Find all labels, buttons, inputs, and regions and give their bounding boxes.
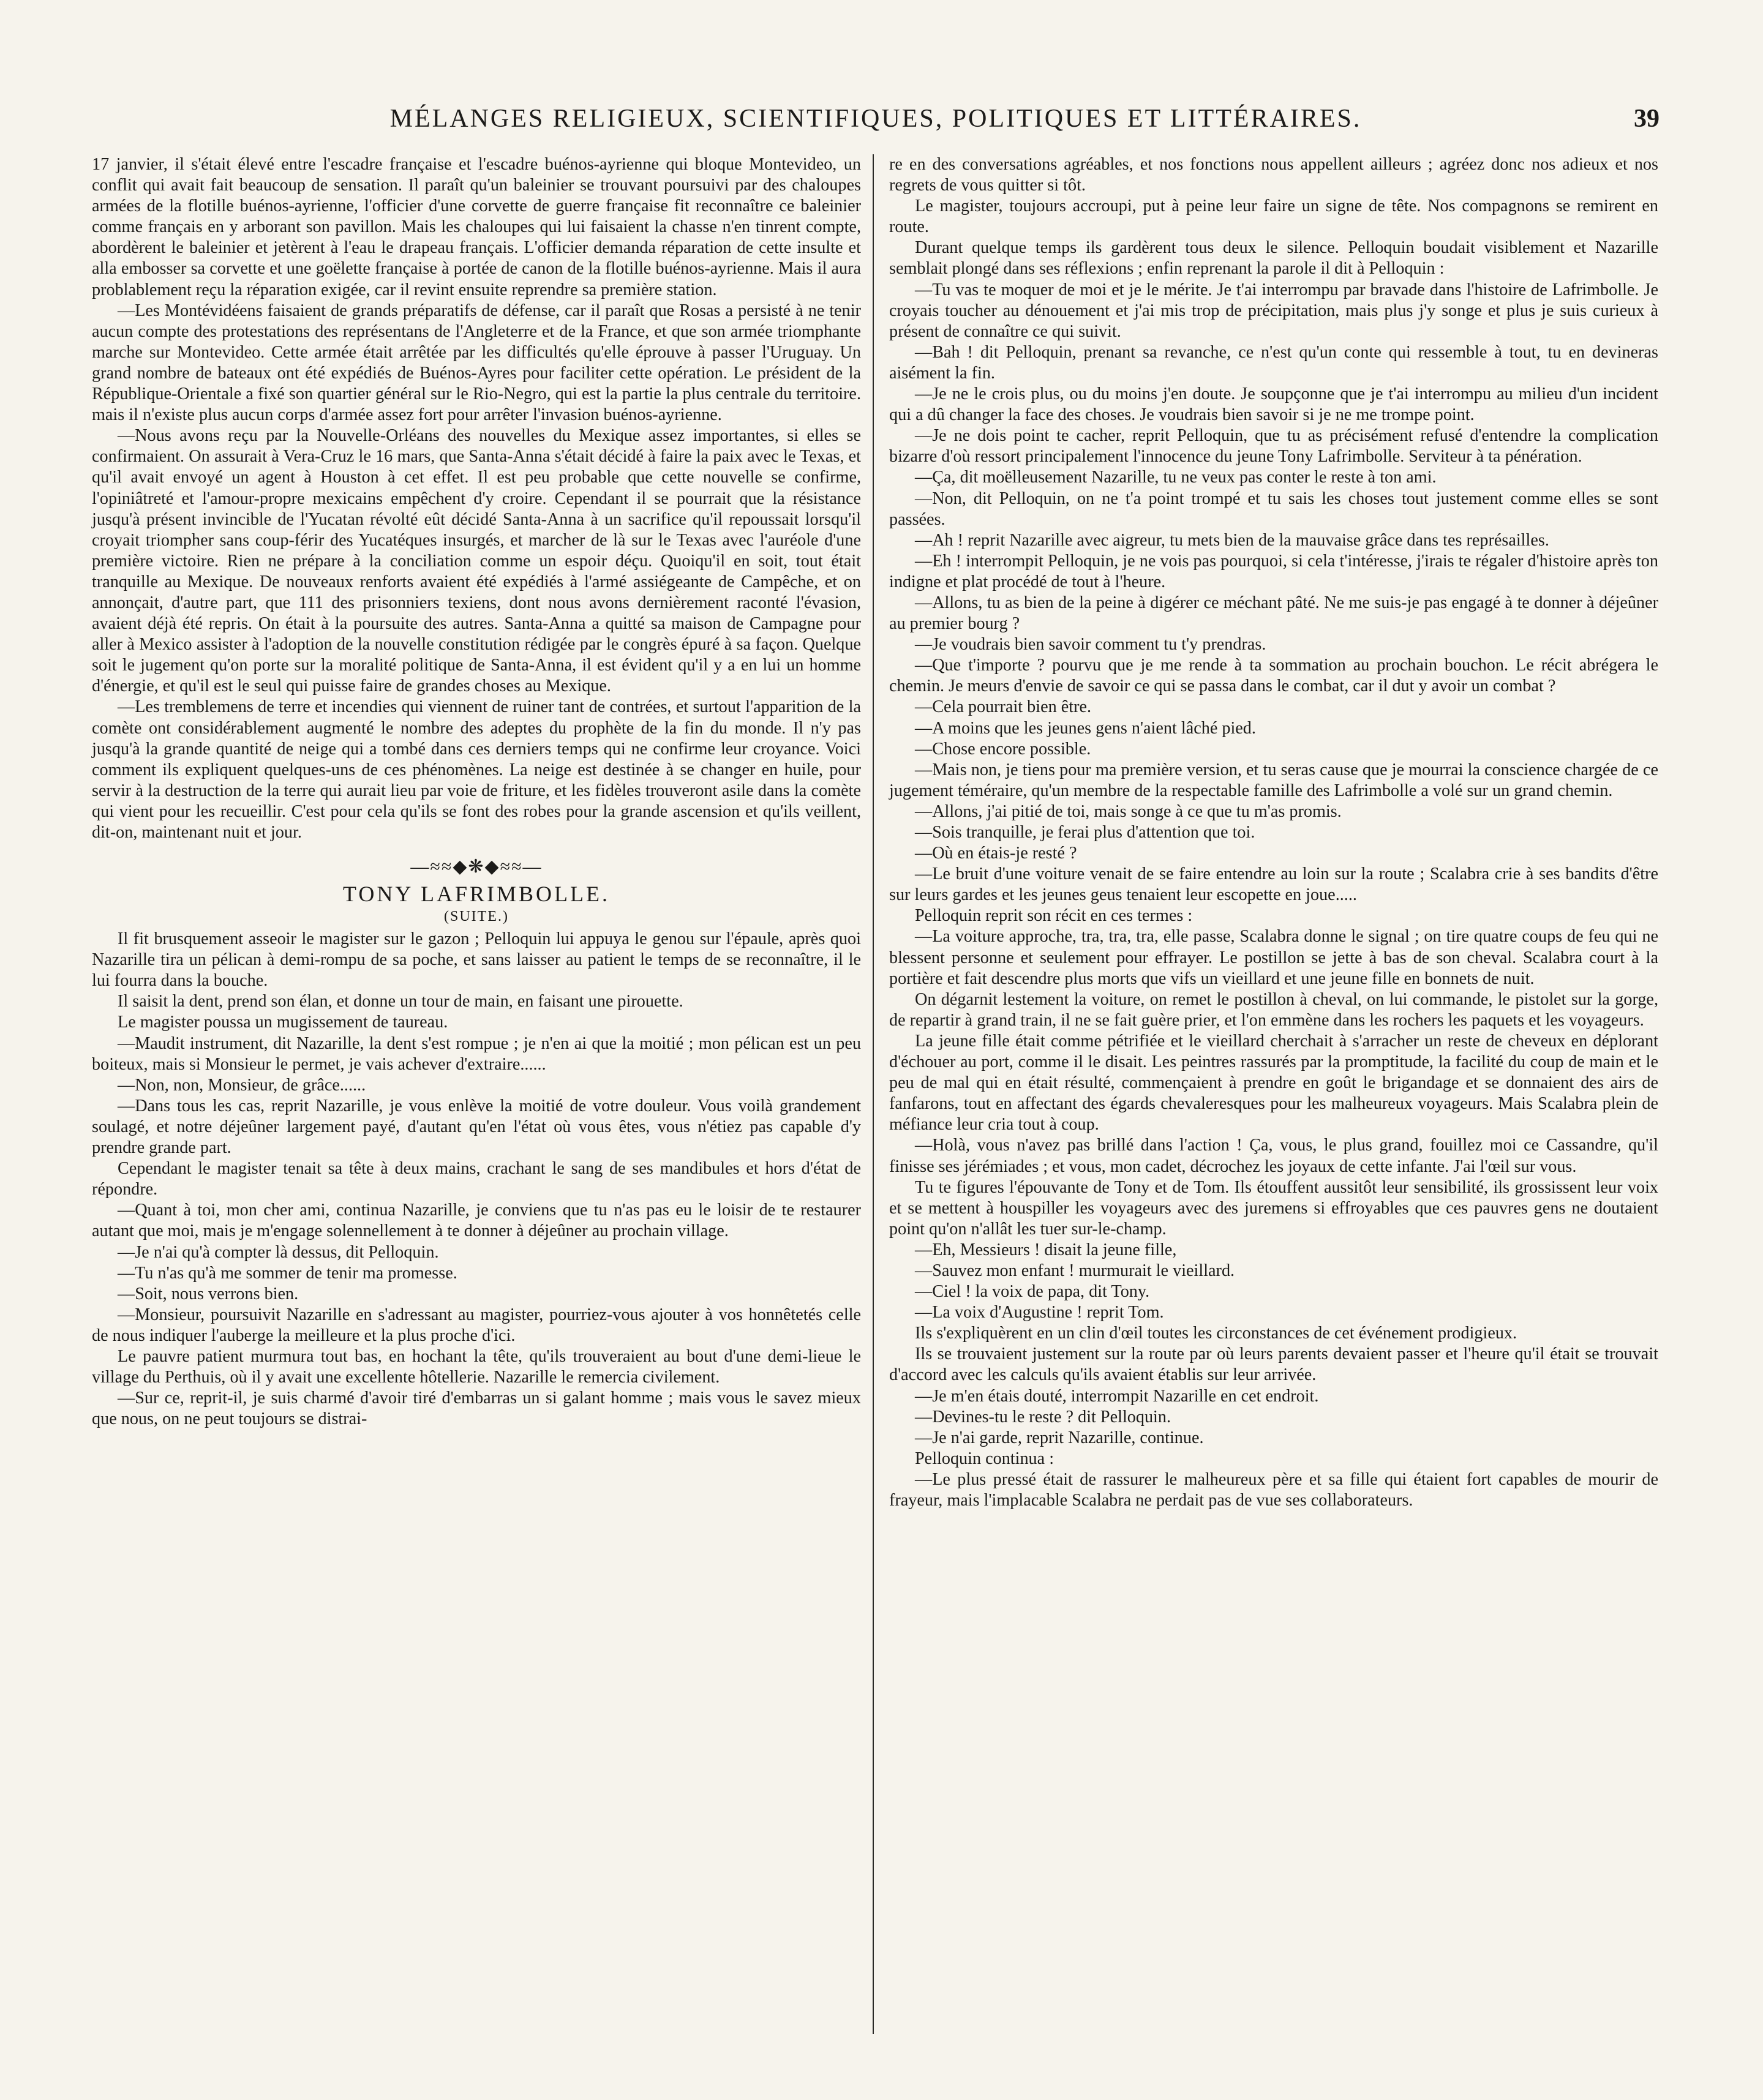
- paragraph: —Tu vas te moquer de moi et je le mérite. Je t'ai interrompu par bravade dans l'histoire de Lafrimbolle. Je croyais toucher au dénouement et j'ai mis trop de précipitation, mais plus j'y songe et plus je suis curieux à présent de connaître ce qui suivit.: [889, 280, 1658, 341]
- paragraph: —Où en étais-je resté ?: [915, 844, 1077, 863]
- paragraph: —Nous avons reçu par la Nouvelle-Orléans des nouvelles du Mexique assez importantes, si elles se confirmaient. On assurait à Vera-Cruz le 16 mars, que Santa-Anna s'était décidé à faire la paix avec le Texas, et qu'il avait envoyé un agent à Houston à cet effet. Il est peu probable que cette nouvelle se confirme, l'opiniâtreté et l'amour-propre mexicains empêchent d'y croire. Cependant il se pourrait que la résistance jusqu'à présent invincible de l'Yucatan révolté eût décidé Santa-Anna à un sacrifice qu'il repoussait lorsqu'il croyait triompher sans coup-férir des Yucatéques insurgés, et marcher de là sur le Texas avec l'auréole d'une première victoire. Rien ne prépare à la conciliation comme un espoir déçu. Quoiqu'il en soit, tout était tranquille au Mexique. De nouveaux renforts avaient été expédiés à l'armé assiégeante de Campêche, et on annonçait, d'autre part, que 111 des prisonniers texiens, dont nous avons dernièrement raconté l'évasion, avaient déjà été repris. On était à la poursuite des autres. Santa-Anna a quitté sa maison de Campagne pour aller à Mexico assister à l'adoption de la nouvelle constitution rédigée par le congrès épuré à sa façon. Quelque soit le jugement qu'on porte sur la moralité politique de Santa-Anna, il est évident qu'il y a en lui un homme d'énergie, et qu'il est le seul qui puisse faire de grandes choses au Mexique.: [92, 426, 861, 696]
- paragraph: Pelloquin continua :: [915, 1449, 1054, 1468]
- paragraph: —Soit, nous verrons bien.: [118, 1284, 299, 1303]
- paragraph: —Eh, Messieurs ! disait la jeune fille,: [915, 1240, 1177, 1259]
- paragraph: —Le bruit d'une voiture venait de se faire entendre au loin sur la route ; Scalabra crie à ses bandits d'être sur leurs gardes et les jeunes geus tenaient leur escopette en joue.....: [889, 864, 1658, 905]
- paragraph: On dégarnit lestement la voiture, on remet le postillon à cheval, on lui commande, le pistolet sur la gorge, de repartir à grand train, il ne se fait guère prier, et l'on emmène dans les rochers les paquets et les voyageurs.: [889, 989, 1658, 1030]
- paragraph: —Ça, dit moëlleusement Nazarille, tu ne veux pas conter le reste à ton ami.: [915, 468, 1437, 487]
- paragraph: —Mais non, je tiens pour ma première version, et tu seras cause que je mourrai la conscience chargée de ce jugement téméraire, qu'un membre de la respectable famille des Lafrimbolle a volé sur un grand chemin.: [889, 760, 1658, 800]
- paragraph: —Non, non, Monsieur, de grâce......: [118, 1075, 366, 1095]
- page-number: 39: [1634, 105, 1660, 133]
- paragraph: —Les Montévidéens faisaient de grands préparatifs de défense, car il paraît que Rosas a persisté à ne tenir aucun compte des protestations des représentans de l'Angleterre et de la France, et que son armée triomphante marche sur Montevideo. Cette armée était arrêtée par les difficultés qu'elle éprouve à passer l'Uruguay. Un grand nombre de bateaux ont été expédiés de Buénos-Ayres pour faciliter cette opération. Le président de la République-Orientale a fixé son quartier général sur le Rio-Negro, qui est la partie la plus centrale du territoire. mais il n'existe plus aucun corps d'armée assez fort pour arrêter l'invasion buénos-ayrienne.: [92, 301, 861, 425]
- paragraph: Ils se trouvaient justement sur la route par où leurs parents devaient passer et l'heure qu'il était se trouvait d'accord avec les calculs qu'ils avaient établis sur leur arrivée.: [889, 1344, 1658, 1385]
- section-ornament: —≈≈◆❋◆≈≈—: [410, 857, 543, 877]
- paragraph: 17 janvier, il s'était élevé entre l'escadre française et l'escadre buénos-ayrienne qui bloque Montevideo, un conflit qui avait fait beaucoup de sensation. Il paraît qu'un baleinier se trouvant poursuivi par des chaloupes armées de la flotille buénos-ayrienne, l'officier d'une corvette de guerre française fit reconnaître ce baleinier comme français en y arborant son pavillon. Mais les chaloupes qui lui faisaient la chasse n'en tinrent compte, abordèrent le baleinier et jetèrent à l'eau le drapeau français. L'officier demanda réparation de cette insulte et alla embosser sa corvette et une goëlette française à portée de canon de la flotille buénos-ayrienne. Mais il aura problablement reçu la réparation exigée, car il revint ensuite reprendre sa première station.: [92, 155, 861, 299]
- paragraph: —Maudit instrument, dit Nazarille, la dent s'est rompue ; je n'en ai que la moitié ; mon pélican est un peu boiteux, mais si Monsieur le permet, je vais achever d'extraire......: [92, 1033, 861, 1074]
- paragraph: —Les tremblemens de terre et incendies qui viennent de ruiner tant de contrées, et surtout l'apparition de la comète ont considérablement augmenté le nombre des adeptes du prophète de la fin du monde. Il n'y pas jusqu'à la grande quantité de neige qui a tombé dans ces derniers temps qui ne confirme leur croyance. Voici comment ils expliquent quelques-uns de ces phénomènes. La neige est destinée à se changer en huile, pour servir à la destruction de la terre qui aurait lieu par voie de friture, et les fidèles trouveront asile dans la comète qui vient pour les recueillir. C'est pour cela qu'ils se font des robes pour la grande ascension et qu'ils veillent, dit-on, maintenant nuit et jour.: [92, 697, 861, 842]
- serial-story-continued: [889, 154, 1658, 1511]
- paragraph: —Cela pourrait bien être.: [915, 697, 1092, 717]
- paragraph: —Que t'importe ? pourvu que je me rende à ta sommation au prochain bouchon. Le récit abrégera le chemin. Je meurs d'envie de savoir ce qui se passa dans le combat, car il dut y avoir un combat ?: [889, 656, 1658, 696]
- paragraph: La jeune fille était comme pétrifiée et le vieillard cherchait à s'arracher un reste de cheveux en déplorant d'échouer au port, comme il le disait. Les peintres rassurés par la promptitude, la facilité du coup de main et le peu de mal qui en était résulté, commençaient à prendre en goût le brigandage et se donnaient des airs de fanfarons, tout en affectant des égards chevaleresques pour les malheureux voyageurs. Mais Scalabra plein de méfiance leur cria tout à coup.: [889, 1031, 1658, 1134]
- paragraph: —Non, dit Pelloquin, on ne t'a point trompé et tu sais les choses tout justement comme elles se sont passées.: [889, 489, 1658, 529]
- paragraph: Cependant le magister tenait sa tête à deux mains, crachant le sang de ses mandibules et hors d'état de répondre.: [92, 1159, 861, 1199]
- paragraph: —Bah ! dit Pelloquin, prenant sa revanche, ce n'est qu'un conte qui ressemble à tout, tu en devineras aisément la fin.: [889, 342, 1658, 383]
- paragraph: Il fit brusquement asseoir le magister sur le gazon ; Pelloquin lui appuya le genou sur l'épaule, après quoi Nazarille tira un pélican à demi-rompu de sa poche, et sans laisser au patient le temps de se reconnaître, il le lui fourra dans la bouche.: [92, 929, 861, 991]
- paragraph: —Devines-tu le reste ? dit Pelloquin.: [915, 1407, 1171, 1427]
- paragraph: Il saisit la dent, prend son élan, et donne un tour de main, en faisant une pirouette.: [118, 992, 683, 1011]
- paragraph: —Je voudrais bien savoir comment tu t'y prendras.: [915, 635, 1266, 654]
- paragraph: —La voix d'Augustine ! reprit Tom.: [915, 1303, 1164, 1322]
- paragraph: —Dans tous les cas, reprit Nazarille, je vous enlève la moitié de votre douleur. Vous voilà grandement soulagé, et notre déjeûner largement payé, d'autant qu'en l'état où vous êtes, vous n'étiez pas capable d'y prendre grande part.: [92, 1096, 861, 1158]
- serial-story-section: [92, 929, 861, 1430]
- article-subtitle: (SUITE.): [444, 909, 509, 925]
- paragraph: re en des conversations agréables, et nos fonctions nous appellent ailleurs ; agréez donc nos adieux et nos regrets de vous quitter si tôt.: [889, 155, 1658, 195]
- paragraph: —Tu n'as qu'à me sommer de tenir ma promesse.: [118, 1263, 457, 1283]
- paragraph: —Chose encore possible.: [915, 739, 1091, 759]
- paragraph: —La voiture approche, tra, tra, tra, elle passe, Scalabra donne le signal ; on tire quatre coups de feu qui ne blessent personne et seulement pour effrayer. Le postillon se jette à bas de son cheval. Scalabra court à la portière et fait descendre plus morts que vifs un vieillard et une jeune fille en bonnets de nuit.: [889, 927, 1658, 988]
- paragraph: —Monsieur, poursuivit Nazarille en s'adressant au magister, pourriez-vous ajouter à vos honnêtetés celle de nous indiquer l'auberge la meilleure et la plus proche d'ici.: [92, 1305, 861, 1345]
- paragraph: Le magister poussa un mugissement de taureau.: [118, 1013, 448, 1032]
- paragraph: Le pauvre patient murmura tout bas, en hochant la tête, qu'ils trouveraient au bout d'une demi-lieue le village du Perthuis, où il y avait une excellente hôtellerie. Nazarille le remercia civilement.: [92, 1346, 861, 1387]
- paragraph: —Je n'ai garde, reprit Nazarille, continue.: [915, 1428, 1204, 1447]
- paragraph: Le magister, toujours accroupi, put à peine leur faire un signe de tête. Nos compagnons se remirent en route.: [889, 197, 1658, 237]
- paragraph: —Ciel ! la voix de papa, dit Tony.: [915, 1282, 1150, 1302]
- paragraph: —Holà, vous n'avez pas brillé dans l'action ! Ça, vous, le plus grand, fouillez moi ce Cassandre, qu'il finisse ses jérémiades ; et vous, mon cadet, décrochez les joyaux de cette infante. J'ai l'œil sur vous.: [889, 1136, 1658, 1176]
- column-divider: [873, 154, 874, 2034]
- article-title: TONY LAFRIMBOLLE.: [343, 882, 610, 907]
- paragraph: Tu te figures l'épouvante de Tony et de Tom. Ils étouffent aussitôt leur sensibilité, ils grossissent leur voix et se mettent à houspiller les voyageurs avec des juremens si effroyables que ces pauvres gens ne doutaient point qu'on n'allât les tuer sur-le-champ.: [889, 1177, 1658, 1239]
- paragraph: —Sois tranquille, je ferai plus d'attention que toi.: [915, 823, 1255, 842]
- paragraph: —Je ne le crois plus, ou du moins j'en doute. Je soupçonne que je t'ai interrompu au milieu d'un incident qui a dû changer la face des choses. Je voudrais bien savoir si je ne me trompe point.: [889, 384, 1658, 425]
- running-title: MÉLANGES RELIGIEUX, SCIENTIFIQUES, POLITIQUES ET LITTÉRAIRES.: [389, 105, 1362, 133]
- paragraph: —Sauvez mon enfant ! murmurait le vieillard.: [915, 1261, 1235, 1280]
- paragraph: —Allons, tu as bien de la peine à digérer ce méchant pâté. Ne me suis-je pas engagé à te donner à déjeûner au premier bourg ?: [889, 593, 1658, 634]
- running-head: [92, 104, 1660, 143]
- paragraph: —Le plus pressé était de rassurer le malheureux père et sa fille qui étaient fort capables de mourir de frayeur, mais l'implacable Scalabra ne perdait pas de vue ses collaborateurs.: [889, 1469, 1658, 1510]
- news-section: [92, 154, 861, 843]
- paragraph: —Je m'en étais douté, interrompit Nazarille en cet endroit.: [915, 1386, 1319, 1406]
- paragraph: —Je n'ai qu'à compter là dessus, dit Pelloquin.: [118, 1242, 439, 1262]
- paragraph: —Allons, j'ai pitié de toi, mais songe à ce que tu m'as promis.: [915, 801, 1342, 821]
- paragraph: —A moins que les jeunes gens n'aient lâché pied.: [915, 718, 1256, 738]
- left-column: [92, 154, 861, 1430]
- paragraph: —Quant à toi, mon cher ami, continua Nazarille, je conviens que tu n'as pas eu le loisir de te restaurer autant que moi, mais je m'engage solennellement à te donner à déjeûner au prochain village.: [92, 1201, 861, 1241]
- paragraph: —Je ne dois point te cacher, reprit Pelloquin, que tu as précisément refusé d'entendre la complication bizarre d'où ressort principalement l'innocence du jeune Tony Lafrimbolle. Serviteur à ta pénération.: [889, 426, 1658, 467]
- paragraph: —Sur ce, reprit-il, je suis charmé d'avoir tiré d'embarras un si galant homme ; mais vous le savez mieux que nous, on ne peut toujours se distrai-: [92, 1389, 861, 1429]
- paragraph: —Ah ! reprit Nazarille avec aigreur, tu mets bien de la mauvaise grâce dans tes représailles.: [915, 530, 1549, 550]
- paragraph: Ils s'expliquèrent en un clin d'œil toutes les circonstances de cet événement prodigieux.: [915, 1324, 1517, 1343]
- paragraph: Durant quelque temps ils gardèrent tous deux le silence. Pelloquin boudait visiblement et Nazarille semblait plongé dans ses réflexions ; enfin reprenant la parole il dit à Pelloquin :: [889, 238, 1658, 279]
- paragraph: —Eh ! interrompit Pelloquin, je ne vois pas pourquoi, si cela t'intéresse, j'irais te régaler d'histoire après ton indigne et plat procédé de tout à l'heure.: [889, 551, 1658, 591]
- right-column: [889, 154, 1658, 1511]
- paragraph: Pelloquin reprit son récit en ces termes :: [915, 906, 1193, 926]
